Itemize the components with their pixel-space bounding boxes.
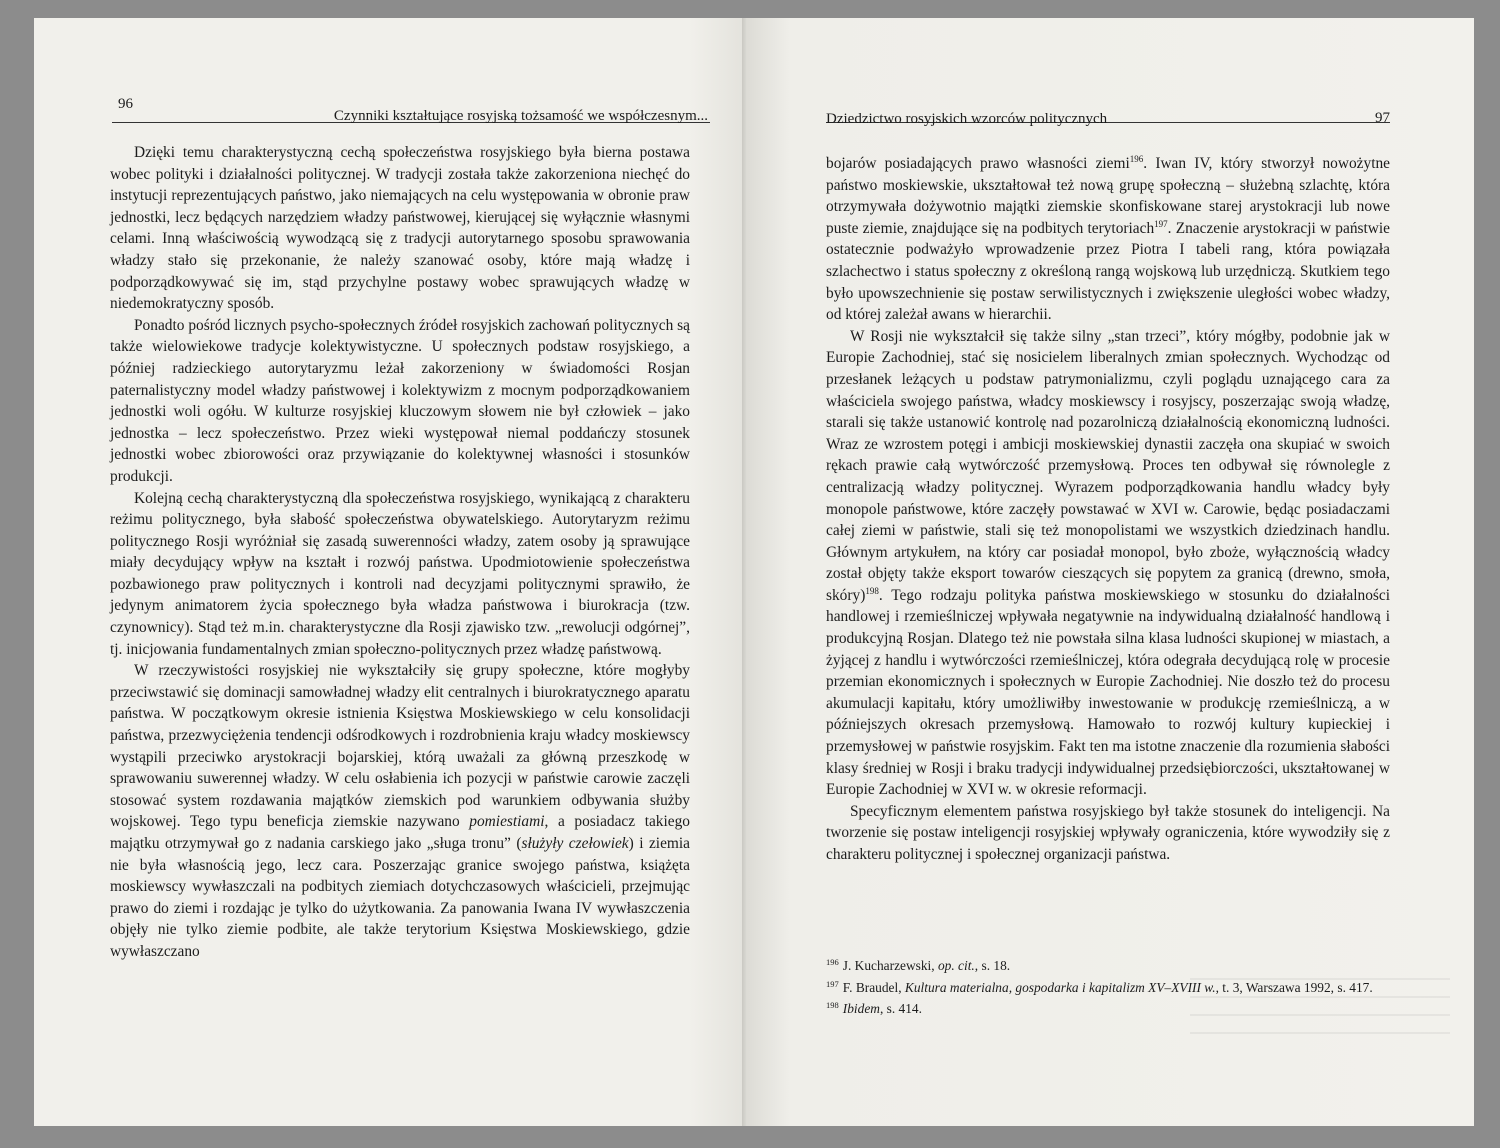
- paragraph-text: bojarów posiadających prawo własności ziemi: [826, 155, 1130, 172]
- footnote-number: 196: [826, 957, 839, 967]
- footnote-text: F. Braudel,: [842, 979, 905, 995]
- footnote-ref: 198: [865, 585, 879, 596]
- paragraph: [826, 153, 1390, 326]
- left-running-head: Czynniki kształtujące rosyjską tożsamość we współczesnym...: [333, 108, 708, 124]
- paragraph-text: . Znaczenie arystokracji w państwie ostatecznie podważyło wprowadzenie przez Piotra I tabeli rang, która powiązała szlachectwo i status społeczny z określoną rangą wojskową lub urzędniczą. Skutkiem tego było upowszechnienie się postaw serwilistycznych i zwiększenie uległości wobec władzy, od której zależał awans w hierarchii.: [826, 219, 1390, 324]
- paragraph: Dzięki temu charakterystyczną cechą społeczeństwa rosyjskiego była bierna postawa wobec polityki i działalności politycznej. W tradycji została także zakorzeniona niechęć do instytucji reprezentujących państwo, jako niemających na celu występowania w obronie praw jednostki, lecz będących narzędziem władzy państwowej, kierującej się wyłącznie własnymi celami. Inną właściwością wywodzącą się z tradycji autorytarnego sposobu sprawowania władzy stało się przekonanie, że należy szanować osoby, które mają władzę i podporządkowywać się im, stąd przychylne postawy wobec sprawujących władzę w niedemokratyczny sposób.: [110, 144, 690, 313]
- paragraph-text: , a posiadacz takiego majątku otrzymywał go z nadania carskiego jako „sługa tronu” (: [110, 813, 690, 852]
- right-running-head: Dziedzictwo rosyjskich wzorców politycznych: [826, 111, 1108, 127]
- left-body-text: [110, 142, 690, 963]
- right-running-header: [826, 96, 1390, 127]
- footnote-text: J. Kucharzewski,: [842, 958, 938, 973]
- italic-term: pomiestiami: [469, 813, 545, 831]
- left-page: [34, 18, 746, 1126]
- right-page-number: 97: [1375, 110, 1390, 126]
- paragraph: Specyficznym elementem państwa rosyjskiego był także stosunek do inteligencji. Na tworzenie się postaw inteligencji rosyjskiej wpływały ograniczenia, które wywodziły się z charakteru politycznej i społecznej organizacji państwa.: [826, 802, 1390, 863]
- footnote-italic: Ibidem: [842, 1001, 880, 1017]
- italic-term: służyły czełowiek: [521, 835, 629, 852]
- footnote-text: , s. 18.: [974, 958, 1011, 973]
- paragraph-text: W rzeczywistości rosyjskiej nie wykształciły się grupy społeczne, które mogłyby przeciwstawić się dominacji samowładnej władzy elit centralnych i biurokratycznego aparatu państwa. W początkowym okresie istnienia Księstwa Moskiewskiego w celu konsolidacji państwa, przezwyciężenia tendencji odśrodkowych i rozdrobnienia kraju władcy moskiewscy wystąpili przeciwko arystokracji bojarskiej, którą uważali za główną przeszkodę w sprawowaniu suwerennej władzy. W celu osłabienia ich pozycji w państwie carowie zaczęli stosować system rozdawania majątków ziemskich pod warunkiem odbywania służby wojskowej. Tego typu beneficja ziemskie nazywano: [110, 662, 690, 831]
- left-running-header: [112, 96, 710, 123]
- paragraph-text: i ziemia nie była własnością jego, lecz cara. Poszerzając granice swojego państwa, książęta moskiewscy wywłaszczali na podbitych ziemiach dotychczasowych właścicieli, przejmując prawo do ziemi i rozdając je tylko do użytkowania. Za panowania Iwana IV wywłaszczenia objęły nie tylko ziemie podbite, ale także terytorium Księstwa Moskiewskiego, gdzie wywłaszczano: [110, 835, 690, 960]
- paragraph-text: . Tego rodzaju polityka państwa moskiewskiego w stosunku do działalności handlowej i rzemieślniczej wpływała negatywnie na indywidualną działalność handlową i produkcyjną Rosjan. Dlatego też nie powstała silna klasa ludności skupionej w miastach, a żyjącej z handlu i wytwórczości rzemieślniczej, która odegrała decydującą rolę w procesie przemian ekonomicznych i społecznych w Europie Zachodniej. Nie doszło też do procesu akumulacji kapitału, który umożliwiłby inwestowanie w produkcję rzemieślniczą, a w późniejszych okresach przemysłową. Hamowało to rozwój kultury kupieckiej i przemysłowej w państwie rosyjskim. Fakt ten ma istotne znaczenie dla rozumienia słabości klasy średniej w Rosji i braku tradycji indywidualnej przedsiębiorczości, ukształtowanej w Europie Zachodniej w XVI w. w okresie reformacji.: [826, 586, 1390, 799]
- show-through-shadow: [1190, 978, 1450, 1038]
- footnote-ref: 197: [1154, 218, 1168, 229]
- footnote-text: , s. 414.: [879, 1001, 922, 1017]
- paragraph-text: ): [628, 835, 634, 852]
- footnote-italic: op. cit.: [937, 958, 975, 973]
- footnote-number: 197: [826, 978, 839, 989]
- footnote-text: , t. 3, Warszawa 1992, s. 417.: [1215, 979, 1373, 995]
- footnote-italic: Kultura materialna, gospodarka i kapitalizm XV–XVIII w.: [904, 979, 1216, 995]
- footnote-number: 198: [826, 1000, 839, 1011]
- right-page: [746, 18, 1474, 1126]
- footnote-ref: 196: [1129, 154, 1144, 164]
- paragraph: Ponadto pośród licznych psycho-społecznych źródeł rosyjskich zachowań politycznych są także wielowiekowe tradycje kolektywistyczne. U społecznych podstaw rosyjskiego, a później radzieckiego autorytaryzmu leżał zakorzeniony w świadomości Rosjan paternalistyczny model władzy państwowej i kolektywizm z mocnym podporządkowaniem jednostki woli ogółu. W kulturze rosyjskiej kluczowym słowem nie był człowiek – jako jednostka – lecz społeczeństwo. Przez wieki występował niemal poddańczy stosunek jednostki wobec zbiorowości oraz przywiązanie do kolektywnej własności i stosunków produkcji.: [110, 316, 690, 485]
- paragraph-text: . Iwan IV, który stworzył nowożytne państwo moskiewskie, ukształtował też nową grupę społeczną – służebną szlachtę, która otrzymywała dożywotnio majątki ziemskie skonfiskowane starej arystokracji lub nowe puste ziemie, znajdujące się na podbitych terytoriach: [826, 155, 1391, 237]
- left-page-number: 96: [118, 96, 133, 112]
- paragraph: [110, 660, 690, 962]
- paragraph-text: W Rosji nie wykształcił się także silny „stan trzeci”, który mógłby, podobnie jak w Europie Zachodniej, stać się nosicielem liberalnych zmian społecznych. Wychodząc od przesłanek leżących u podstaw patrymonializmu, czyli poglądu uznającego cara za właściciela swojego państwa, władcy moskiewscy i rosyjscy, poszerzając swoją władzę, starali się także ustanowić kontrolę nad pozarolniczą działalnością ekonomiczną ludności. Wraz ze wzrostem potęgi i ambicji moskiewskiej dynastii zaczęła ona skupiać w swoich rękach prawie całą wytwórczość przemysłową. Proces ten odbywał się równolegle z centralizacją władzy politycznej. Wyrazem podporządkowania handlu władcy były monopole państwowe, które zaczęły powstawać w XVI w. Carowie, będąc posiadaczami całej ziemi w państwie, stali się też monopolistami we wszystkich dziedzinach handlu. Głównym artykułem, na który car posiadał monopol, było zboże, wyłącznością władcy został objęty także eksport towarów cieszących się popytem za granicą (drewno, smoła, skóry): [826, 327, 1390, 604]
- footnote: [826, 954, 1390, 975]
- paragraph: Kolejną cechą charakterystyczną dla społeczeństwa rosyjskiego, wynikającą z charakteru reżimu politycznego, była słabość społeczeństwa obywatelskiego. Autorytaryzm reżimu politycznego Rosji wyróżniał się zasadą suwerenności władzy, zatem osoby ją sprawujące miały decydujący wpływ na kształt i rozwój państwa. Upodmiotowienie społeczeństwa pozbawionego praw politycznych i kontroli nad decyzjami politycznymi sprawiło, że jedynym animatorem życia społecznego była władza państwowa i biurokracja (tzw. czynownicy). Stąd też m.in. charakterystyczne dla Rosji zjawisko tzw. „rewolucji odgórnej”, tj. inicjowania fundamentalnych zmian społeczno-politycznych przez władzę państwową.: [110, 489, 690, 658]
- right-body-text: [826, 153, 1390, 866]
- paragraph: [826, 326, 1390, 801]
